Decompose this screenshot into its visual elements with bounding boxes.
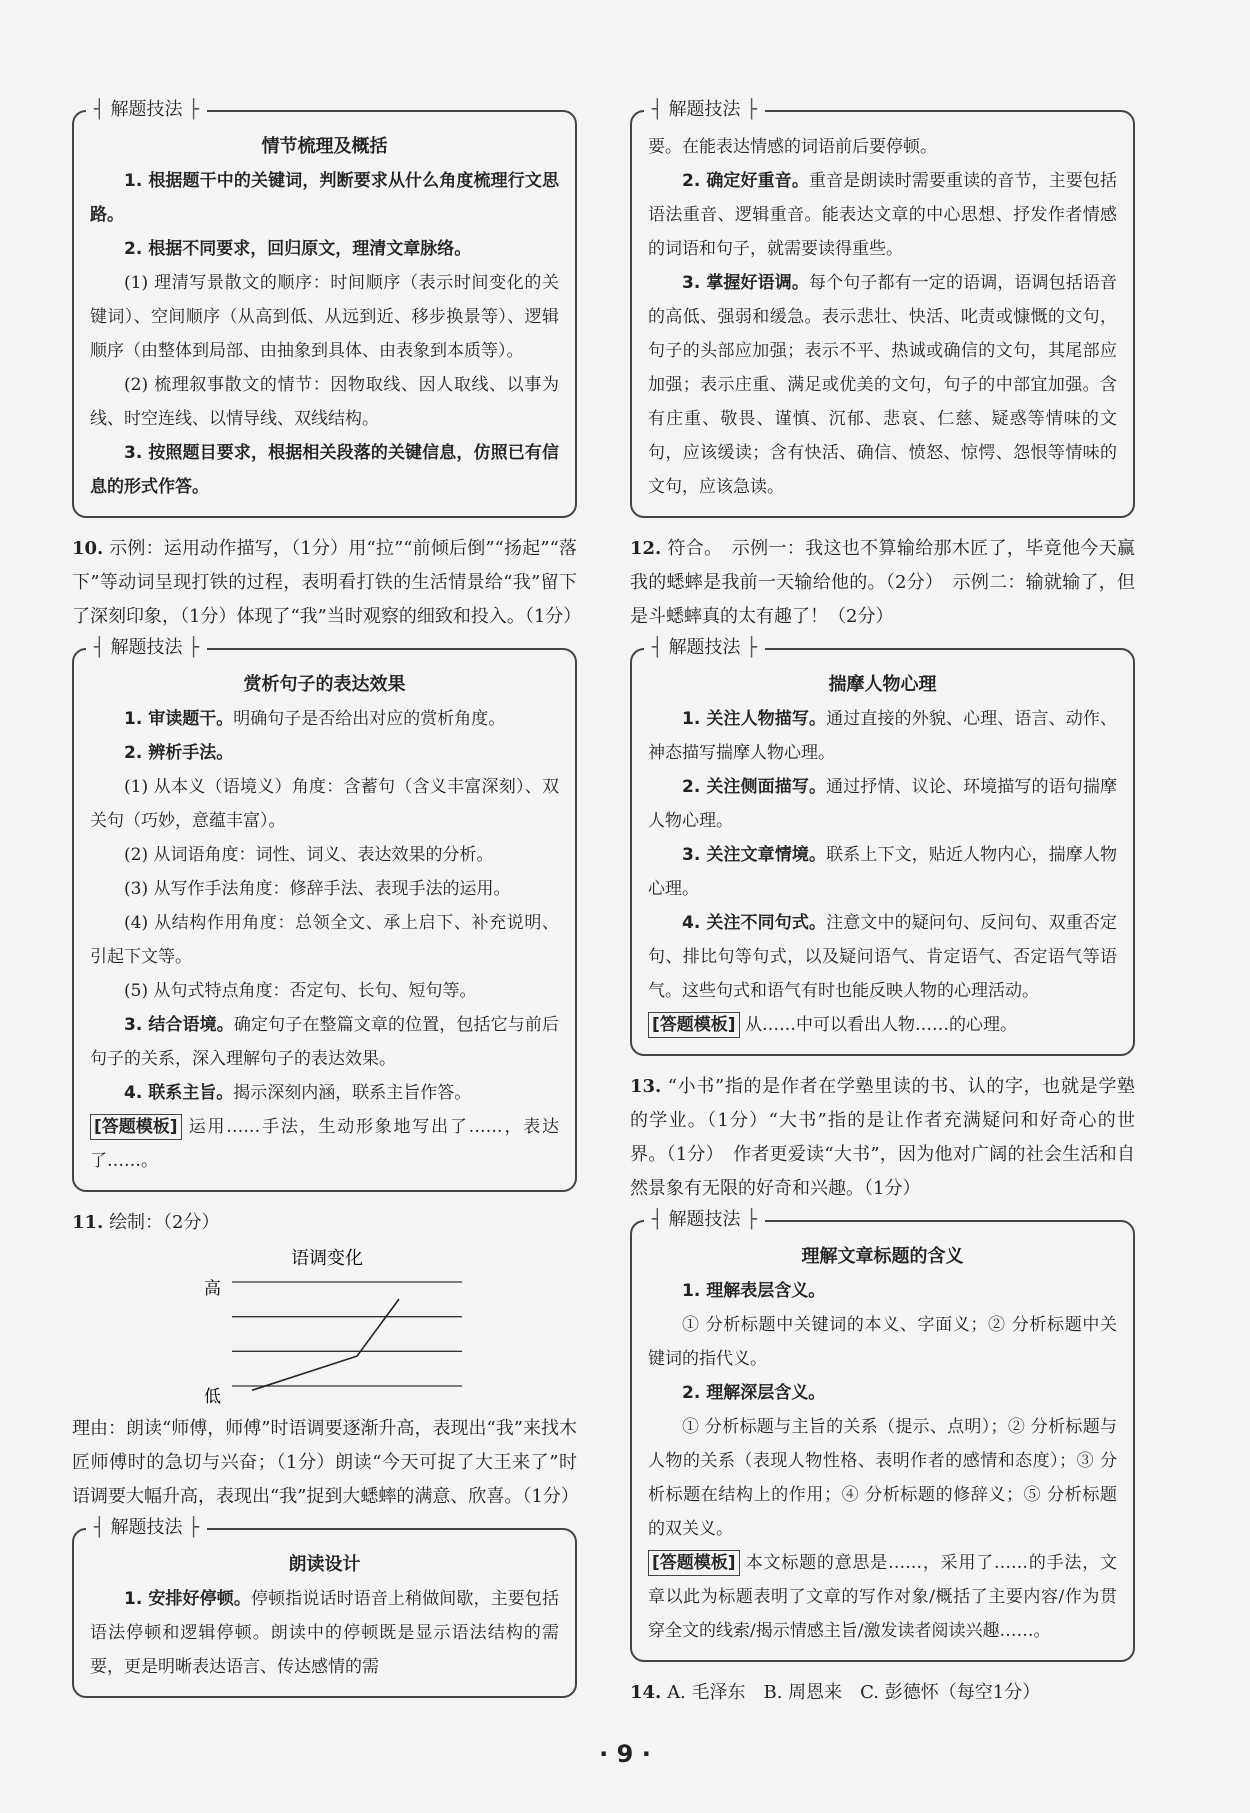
point: 1. 审读题干。明确句子是否给出对应的赏析角度。 xyxy=(124,709,506,729)
technique-box-psychology xyxy=(630,637,1135,1056)
box-title: 情节梳理及概括 xyxy=(261,136,388,157)
technique-box-reading xyxy=(72,1517,577,1698)
question-number: 11. xyxy=(72,1212,104,1233)
point: 1. 根据题干中的关键词，判断要求从什么角度梳理行文思路。 xyxy=(90,171,559,225)
box-tag: ┤ 解题技法 ├ xyxy=(644,1207,765,1233)
point: (2) 从词语角度：词性、词义、表达效果的分析。 xyxy=(124,845,494,865)
point: 2. 根据不同要求，回归原文，理清文章脉络。 xyxy=(124,239,472,259)
point: ① 分析标题中关键词的本义、字面义；② 分析标题中关键词的指代义。 xyxy=(648,1315,1117,1369)
answer-12 xyxy=(630,532,1135,634)
point: 3. 关注文章情境。联系上下文，贴近人物内心，揣摩人物心理。 xyxy=(648,845,1117,899)
point: 3. 按照题目要求，根据相关段落的关键信息，仿照已有信息的形式作答。 xyxy=(90,443,559,497)
answer-text: 符合。 示例一：我这也不算输给那木匠了，毕竟他今天赢我的蟋蟀是我前一天输给他的。（2分） 示例二：输就输了，但是斗蟋蟀真的太有趣了！（2分） xyxy=(630,538,1135,627)
box-title: 揣摩人物心理 xyxy=(828,674,937,695)
chart-svg xyxy=(172,1246,472,1406)
box-title: 朗读设计 xyxy=(288,1554,361,1575)
box-tag: ┤ 解题技法 ├ xyxy=(86,97,207,123)
point: 4. 联系主旨。揭示深刻内涵，联系主旨作答。 xyxy=(124,1083,472,1103)
question-number: 14. xyxy=(630,1682,662,1703)
point: 2. 确定好重音。重音是朗读时需要重读的音节，主要包括语法重音、逻辑重音。能表达文章的中心思想、抒发作者情感的词语和句子，就需要读得重些。 xyxy=(648,171,1118,259)
point: 1. 安排好停顿。停顿指说话时语音上稍做间歇，主要包括语法停顿和逻辑停顿。朗读中的停顿既是显示语法结构的需要，更是明晰表达语言、传达感情的需 xyxy=(90,1589,560,1677)
question-number: 10. xyxy=(72,538,104,559)
point: 2. 辨析手法。 xyxy=(124,743,234,763)
page-number: · 9 · xyxy=(599,1740,651,1768)
box-tag: ┤ 解题技法 ├ xyxy=(86,635,207,661)
answer-13 xyxy=(630,1070,1135,1206)
right-column xyxy=(630,96,1135,1716)
technique-box-title xyxy=(630,1209,1135,1662)
answer-template: [答题模板] 本文标题的意思是……，采用了……的手法，文章以此为标题表明了文章的写作对象/概括了主要内容/作为贯穿全文的线索/揭示情感主旨/激发读者阅读兴趣……。 xyxy=(648,1546,1117,1648)
answer-text: 绘制：（2分） xyxy=(109,1212,220,1233)
answer-template: [答题模板] 从……中可以看出人物……的心理。 xyxy=(648,1008,1117,1042)
y-bottom-label: 低 xyxy=(204,1387,221,1406)
answer-text: A. 毛泽东 B. 周恩来 C. 彭德怀（每空1分） xyxy=(667,1682,1041,1703)
point: (1) 理清写景散文的顺序：时间顺序（表示时间变化的关键词）、空间顺序（从高到低、从远到近、移步换景等）、逻辑顺序（由整体到局部、由抽象到具体、由表象到本质等）。 xyxy=(90,273,559,361)
point: (2) 梳理叙事散文的情节：因物取线、因人取线、以事为线、时空连线、以情导线、双线结构。 xyxy=(90,375,559,429)
intonation-line xyxy=(252,1299,399,1390)
point: 要。在能表达情感的词语前后要停顿。 xyxy=(648,137,937,157)
point: 1. 关注人物描写。通过直接的外貌、心理、语言、动作、神态描写揣摩人物心理。 xyxy=(648,709,1117,763)
answer-14 xyxy=(630,1676,1135,1710)
box-tag: ┤ 解题技法 ├ xyxy=(644,635,765,661)
chart-title: 语调变化 xyxy=(291,1248,363,1269)
point: (5) 从句式特点角度：否定句、长句、短句等。 xyxy=(124,981,477,1001)
point: 4. 关注不同句式。注意文中的疑问句、反问句、双重否定句、排比句等句式，以及疑问语气、肯定语气、否定语气等语气。这些句式和语气有时也能反映人物的心理活动。 xyxy=(648,913,1117,1001)
box-title: 理解文章标题的含义 xyxy=(801,1246,964,1267)
answer-11-reason: 理由：朗读“师傅，师傅”时语调要逐渐升高，表现出“我”来找木匠师傅时的急切与兴奋；（1分）朗读“今天可捉了大王来了”时语调要大幅升高，表现出“我”捉到大蟋蟀的满意、欣喜。（1分） xyxy=(72,1418,579,1507)
point: 3. 结合语境。确定句子在整篇文章的位置，包括它与前后句子的关系，深入理解句子的表达效果。 xyxy=(90,1015,559,1069)
point: 2. 理解深层含义。 xyxy=(682,1383,826,1403)
box-tag: ┤ 解题技法 ├ xyxy=(86,1515,207,1541)
point: (1) 从本义（语境义）角度：含蓄句（含义丰富深刻）、双关句（巧妙，意蕴丰富）。 xyxy=(90,777,559,831)
point: 2. 关注侧面描写。通过抒情、议论、环境描写的语句揣摩人物心理。 xyxy=(648,777,1117,831)
question-number: 12. xyxy=(630,538,662,559)
intonation-chart xyxy=(172,1246,472,1406)
answer-10 xyxy=(72,532,582,634)
answer-text: “小书”指的是作者在学塾里读的书、认的字，也就是学塾的学业。（1分）“大书”指的是让作者充满疑问和好奇心的世界。（1分） 作者更爱读“大书”，因为他对广阔的社会生活和自然景象有无限的好奇和兴趣。（1分） xyxy=(630,1076,1135,1199)
point: ① 分析标题与主旨的关系（提示、点明）；② 分析标题与人物的关系（表现人物性格、表明作者的感情和态度）；③ 分析标题在结构上的作用；④ 分析标题的修辞义；⑤ 分析标题的双关义。 xyxy=(648,1417,1117,1539)
left-column xyxy=(72,96,582,1712)
answer-11 xyxy=(72,1206,577,1240)
technique-box-reading-cont xyxy=(630,99,1135,518)
technique-box-plot xyxy=(72,99,577,518)
box-title: 赏析句子的表达效果 xyxy=(243,674,406,695)
point: (4) 从结构作用角度：总领全文、承上启下、补充说明、引起下文等。 xyxy=(90,913,559,967)
point: 1. 理解表层含义。 xyxy=(682,1281,826,1301)
technique-box-sentence xyxy=(72,637,577,1192)
question-number: 13. xyxy=(630,1076,662,1097)
point: (3) 从写作手法角度：修辞手法、表现手法的运用。 xyxy=(124,879,511,899)
answer-text: 示例：运用动作描写，（1分）用“拉”“前倾后倒”“扬起”“落下”等动词呈现打铁的过程，表明看打铁的生活情景给“我”留下了深刻印象，（1分）体现了“我”当时观察的细致和投入。（1分） xyxy=(72,538,582,627)
box-tag: ┤ 解题技法 ├ xyxy=(644,97,765,123)
answer-template: [答题模板] 运用……手法，生动形象地写出了……，表达了……。 xyxy=(90,1110,559,1178)
point: 3. 掌握好语调。每个句子都有一定的语调，语调包括语音的高低、强弱和缓急。表示悲壮、快活、叱责或慷慨的文句，句子的头部应加强；表示不平、热诚或确信的文句，其尾部应加强；表示庄重、满足或优美的文句，句子的中部宜加强。含有庄重、敬畏、谨慎、沉郁、悲哀、仁慈、疑惑等情味的文句，应该缓读；含有快活、确信、愤怒、惊愕、怨恨等情味的文句，应该急读。 xyxy=(648,273,1118,497)
y-top-label: 高 xyxy=(204,1279,221,1299)
